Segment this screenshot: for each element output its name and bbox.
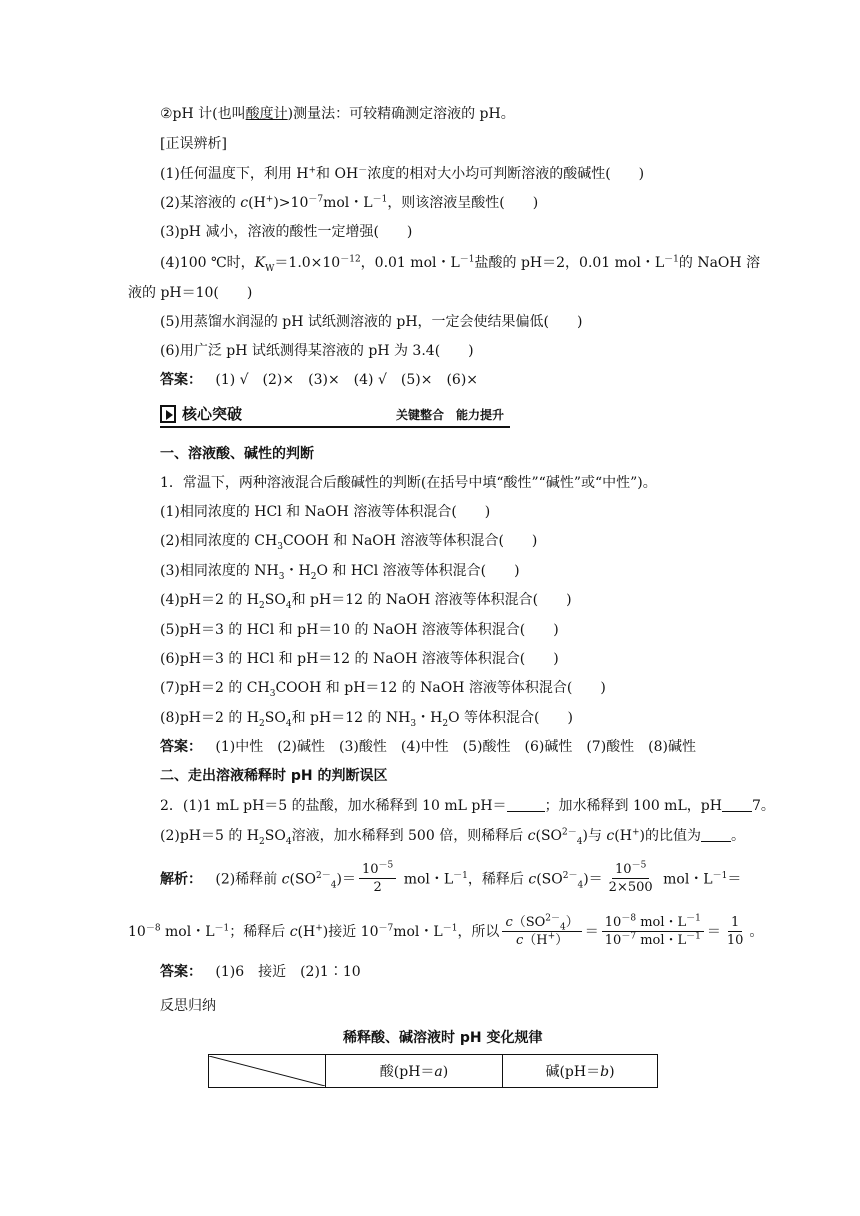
mix-item-7: (7)pH＝2 的 $CH_3COOH$ 和 pH＝12 的 NaOH 溶液等体积混合( ): [160, 680, 606, 699]
dilute-q1: 2．(1)1 mL pH＝5 的盐酸，加水稀释到 10 mL pH＝ ；加水稀释到 100 mL，pH 7。: [160, 798, 775, 814]
diagonal-line: [209, 1056, 325, 1086]
answer-blank: [722, 797, 752, 812]
play-icon: [160, 405, 176, 423]
section-title: 核心突破: [182, 405, 243, 423]
part1-intro: 1．常温下，两种溶液混合后酸碱性的判断(在括号中填“酸性”“碱性”或“中性”)。: [160, 475, 657, 491]
tf-item-3: (3)pH 减小，溶液的酸性一定增强( ): [160, 224, 413, 240]
tf-item-4-cont: 液的 pH＝10( ): [128, 285, 253, 301]
fraction: $\frac{10^{-5}}{2\times 500}$: [608, 860, 653, 895]
dilution-table: [208, 1054, 658, 1088]
section-subtitle: 关键整合 能力提升: [396, 408, 505, 422]
mix-item-5: (5)pH＝3 的 HCl 和 pH＝10 的 NaOH 溶液等体积混合( ): [160, 622, 559, 638]
judge-heading: [正误辨析]: [160, 136, 227, 152]
dilute-q2: (2)pH＝5 的 $H_2SO_4$溶液，加水稀释到 500 倍，则稀释后 $c(SO^{2-}_4)$与 c(H+)的比值为 。: [160, 827, 745, 847]
tf-item-5: (5)用蒸馏水润湿的 pH 试纸测溶液的 pH，一定会使结果偏低( ): [160, 314, 583, 330]
tf-item-4: (4)100 ℃时，$K_W=1.0\times 10^{-12}$，0.01 mol・$L^{-1}$盐酸的 pH＝2，0.01 mol・$L^{-1}$的 NaOH 溶: [160, 254, 761, 274]
mix-item-4: (4)pH＝2 的 $H_2SO_4$和 pH＝12 的 NaOH 溶液等体积混合( ): [160, 592, 572, 611]
acid-column-header: 酸(pH＝a): [326, 1055, 503, 1088]
reflect-heading: 反思归纳: [160, 998, 216, 1014]
answer-1: 答案： (1) √ (2)× (3)× (4) √ (5)× (6)×: [160, 372, 479, 388]
part1-heading: 一、溶液酸、碱性的判断: [160, 446, 314, 462]
mix-item-8: (8)pH＝2 的 $H_2SO_4$和 pH＝12 的 $NH_3$・$H_2O$ 等体积混合( ): [160, 710, 573, 729]
mix-item-3: (3)相同浓度的 $NH_3$・$H_2O$ 和 HCl 溶液等体积混合( ): [160, 563, 520, 582]
answer-3: 答案： (1)6 接近 (2)1∶10: [160, 964, 361, 980]
answer-blank: [507, 797, 545, 812]
ph-meter-line: ②pH 计(也叫酸度计)测量法：可较精确测定溶液的 pH。: [160, 106, 515, 122]
section-header: [160, 404, 510, 428]
answer-blank: [701, 827, 731, 842]
answer-2: 答案： (1)中性 (2)碱性 (3)酸性 (4)中性 (5)酸性 (6)碱性 (7)酸性 (8)碱性: [160, 739, 697, 755]
fraction: $\frac{10^{-5}}{2}$: [359, 862, 396, 897]
fraction: $\frac{c(SO^{2-}_4)}{c(H^+)}$: [502, 915, 581, 950]
section-divider: [160, 426, 510, 428]
mix-item-2: (2)相同浓度的 $CH_3COOH$ 和 NaOH 溶液等体积混合( ): [160, 533, 538, 552]
diagonal-header-cell: [209, 1055, 326, 1088]
mix-item-1: (1)相同浓度的 HCl 和 NaOH 溶液等体积混合( ): [160, 504, 491, 520]
tf-item-2: (2)某溶液的 $c(H^+)>10^{-7}mol$・$L^{-1}$，则该溶液呈酸性( ): [160, 194, 539, 211]
acidity-meter-term: 酸度计: [245, 106, 288, 122]
mix-item-6: (6)pH＝3 的 HCl 和 pH＝12 的 NaOH 溶液等体积混合( ): [160, 651, 559, 667]
table-row: [209, 1055, 658, 1088]
tf-item-6: (6)用广泛 pH 试纸测得某溶液的 pH 为 3.4( ): [160, 343, 474, 359]
fraction: $\frac{1}{10}$: [726, 914, 744, 948]
part2-heading: 二、走出溶液稀释时 pH 的判断误区: [160, 768, 388, 784]
fraction: $\frac{10^{-8} mol・L^{-1}}{10^{-7} mol・L^{-1}}$: [602, 915, 704, 950]
base-column-header: 碱(pH＝b): [503, 1055, 658, 1088]
analysis-line-1: 解析： (2)稀释前 $c(SO^{2-}_4)=$ $\frac{10^{-5}}{2}$ mol・$L^{-1}$，稀释后 $c(SO^{2-}_4)=$ $\frac{10^{-5}}{2\times 500}$ mol・$L^{-1}=$: [160, 860, 742, 895]
analysis-line-2: $10^{-8}$ mol・$L^{-1}$；稀释后 c(H+)接近 $10^{-7}mol$・$L^{-1}$，所以 $\frac{c(SO^{2-}_4)}{c(H^+)}$ ＝ $\frac{10^{-8} mol・L^{-1}}{10^{-7} mol・L^{-1}}$ ＝ $\frac{1}{10}$ 。: [128, 913, 764, 948]
table-title: 稀释酸、碱溶液时 pH 变化规律: [343, 1030, 543, 1046]
tf-item-1: (1)任何温度下，利用 H+和 OH－浓度的相对大小均可判断溶液的酸碱性( ): [160, 165, 645, 182]
